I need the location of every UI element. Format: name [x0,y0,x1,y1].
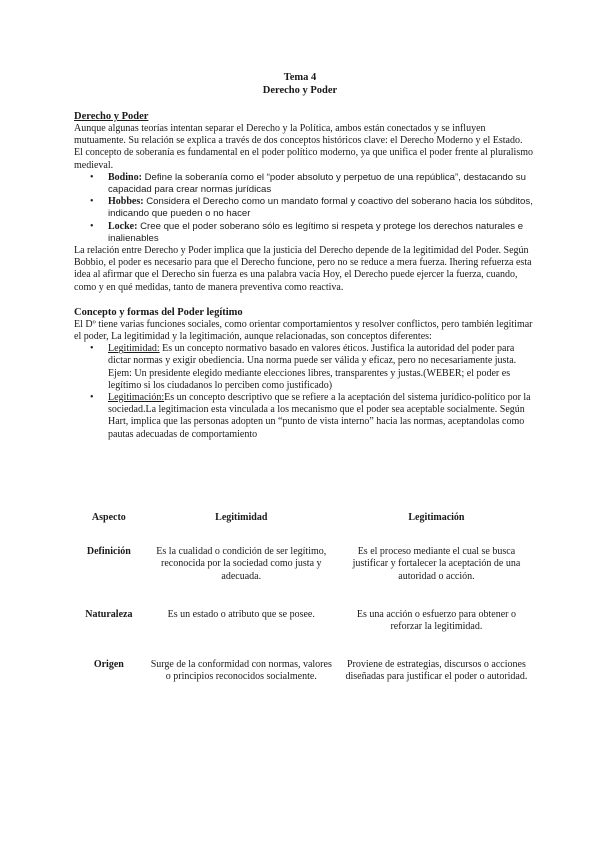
column-header: Aspecto [91,512,126,523]
concept-term: Legitimación: [108,392,165,404]
cell-legitimidad: Surge de la conformidad con normas, valores o principios reconocidos socialmente. [150,659,332,683]
author-text: Cree que el poder soberano sólo es legítimo si respeta y protege los derechos naturales e inalienables [108,220,524,244]
cell-legitimacion: Es una acción o esfuerzo para obtener o reforzar la legitimidad. [356,608,516,633]
table-row [74,609,534,659]
concept-term: Legitimidad: [108,343,160,355]
page-title: Derecho y Poder [262,85,338,96]
row-label: Origen [93,659,124,671]
concepts-list [74,343,534,441]
author-term: Bodino: [108,171,142,183]
cell-legitimacion: Proviene de estrategias, discursos o acciones diseñadas para justificar el poder o autoridad. [345,659,528,683]
paragraph-intro: Aunque algunas teorías intentan separar el Derecho y la Política, ambos están conectados y se influyen mutuamente. Su relación se explica a través de dos conceptos históricos clave: el Derecho Moderno y el Estado. [74,123,523,147]
list-item [74,172,534,196]
list-item [74,343,534,392]
row-label: Definición [86,546,131,558]
row-label: Naturaleza [85,608,133,620]
comparison-table [74,512,534,710]
concept-text: Es un concepto descriptivo que se refiere a la aceptación del sistema jurídico-político por la sociedad.La legitimacion esta vinculada a los mecanismo que el poder sea aceptable socialmente. Según Hart, implica que las personas adopten un “punto de vista interno” hacia las normas, aceptandolas como pautas adecuadas de comportamiento [108,392,531,440]
cell-legitimidad: Es la cualidad o condición de ser legítimo, reconocida por la sociedad como justa y adecuada. [156,546,327,582]
column-header: Legitimidad [215,512,268,523]
list-item [74,221,534,245]
author-term: Locke: [108,220,138,232]
author-term: Hobbes: [108,196,144,208]
topic-number: Tema 4 [283,72,317,83]
paragraph-funciones: El Dº tiene varias funciones sociales, como orientar comportamientos y resolver conflictos, pero también legitimar el poder, La legitimidad y la legitimación, aunque relacionadas, son conceptos diferentes: [74,318,533,343]
paragraph-soberania: El concepto de soberanía es fundamental en el poder político moderno, ya que unifica el poder frente al pluralismo medieval. [74,147,533,171]
section-heading-derecho-poder: Derecho y Poder [74,111,149,122]
cell-legitimidad: Es un estado o atributo que se posee. [167,608,315,620]
list-item [74,196,534,220]
concept-example: Ejem: Un presidente elegido mediante elecciones libres, transparentes y justas.(WEBER; el poder es legítimo si los ciudadanos lo perciben como justificado) [108,367,511,391]
author-text: Define la soberanía como el “poder absoluto y perpetuo de una república”, destacando su capacidad para crear normas jurídicas [108,171,526,196]
table-header-row [74,512,534,546]
body-text [74,110,534,441]
table-row [74,546,534,609]
author-text: Considera el Derecho como un mandato formal y coactivo del soberano hacia los súbditos, indicando que pueden o no hacer [108,196,533,220]
list-item [74,392,534,441]
column-header: Legitimación [408,512,465,523]
authors-list [74,172,534,245]
cell-legitimacion: Es el proceso mediante el cual se busca justificar y fortalecer la aceptación de una autoridad o acción. [352,546,521,582]
section-heading-poder-legitimo: Concepto y formas del Poder legítimo [74,306,243,318]
table-row [74,659,534,709]
concept-text: Es un concepto normativo basado en valores éticos. Justifica la autoridad del poder para dictar normas y exigir obediencia. Una norma puede ser válida y eficaz, pero no necesariamente justa. [108,343,517,367]
paragraph-closing: La relación entre Derecho y Poder implica que la justicia del Derecho depende de la legitimidad del Poder. Según Bobbio, el poder es necesario para que el Derecho funcione, pero no se reduce a mera fuerza. Ihering refuerza esta idea al afirmar que el Derecho sin fuerza es una palabra vacía Hoy, el Derecho puede ejercer la fuerza, cuando, como y en qué medidas, tanto de manera preventiva como reactiva. [74,245,532,293]
